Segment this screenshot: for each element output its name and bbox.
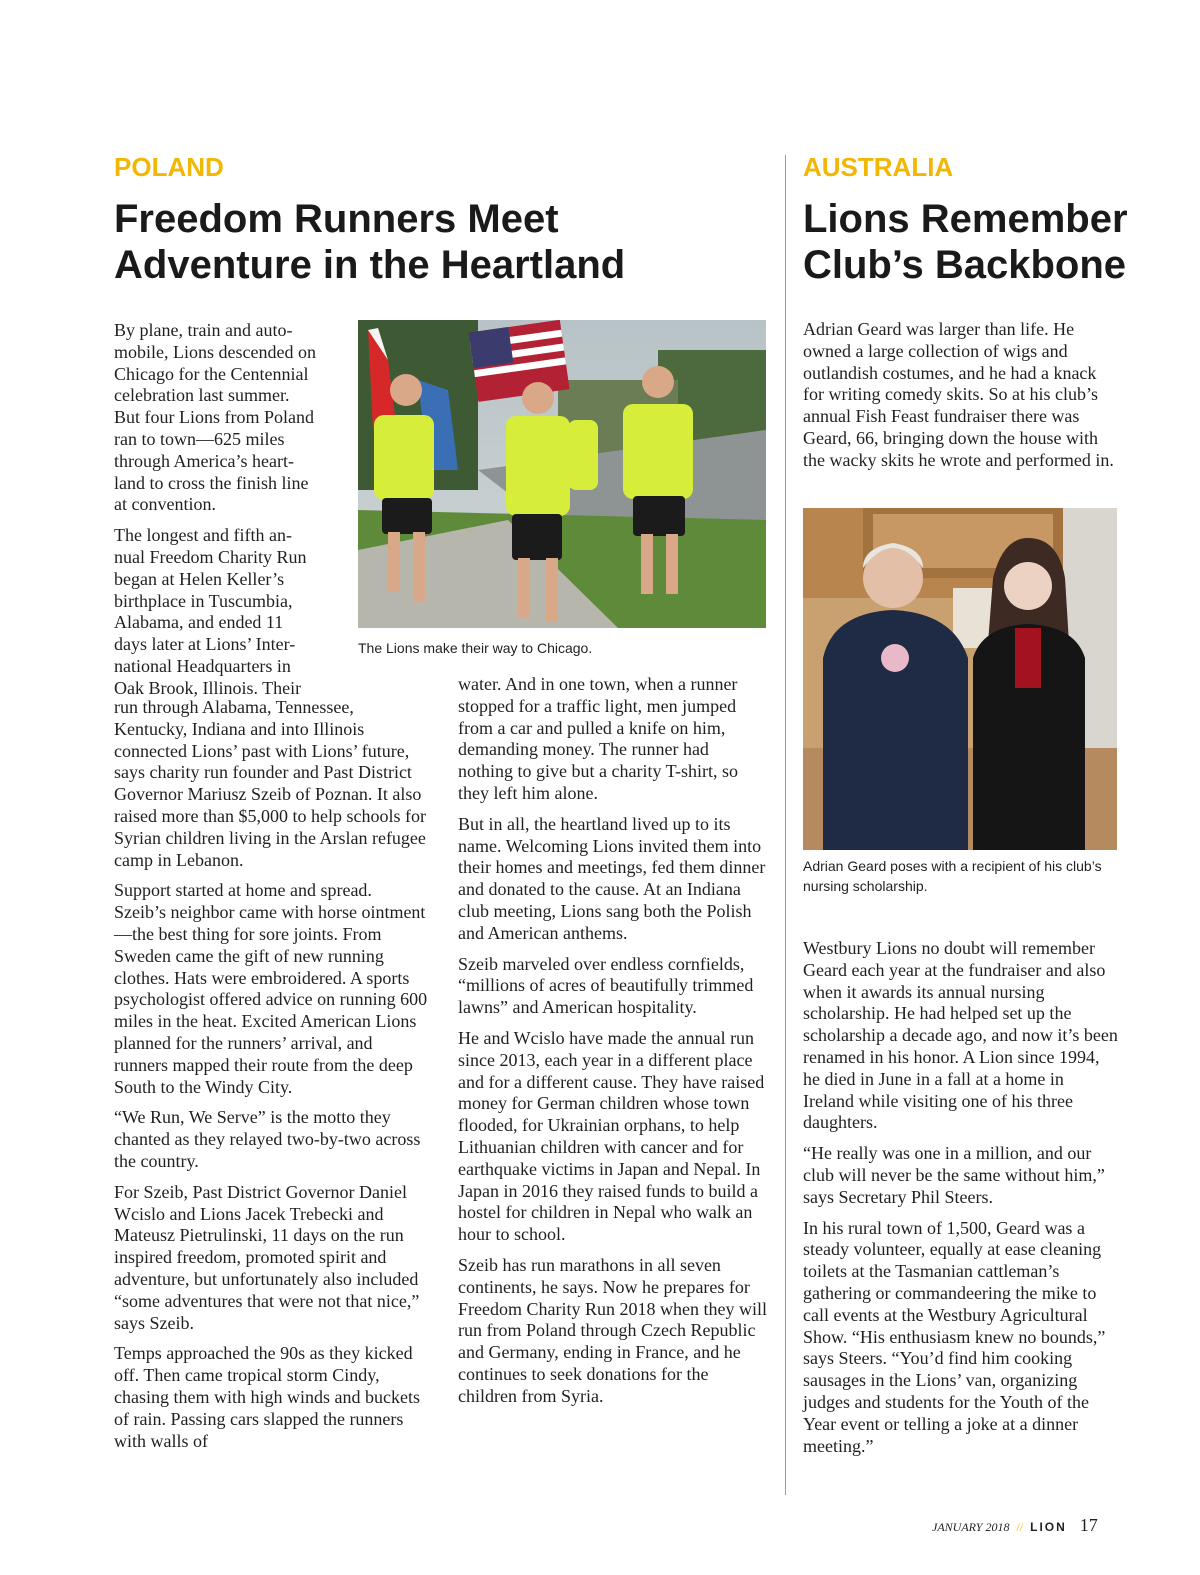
paragraph: water. And in one town, when a runner stopped for a traffic light, men jumped from a car and pulled a knife on him, demanding money. The runner had nothing to give but a charity T-shirt, so they left him alone. [458,674,738,803]
paragraph: In his rural town of 1,500, Geard was a steady volunteer, equally at ease cleaning toilets at the Tasmanian cattleman’s gathering or commandeering the mike to call events at the Westbury Agricultural Show. “His enthusiasm knew no bounds,” says Steers. “You’d find him cooking sausages in the Lions’ van, organizing judges and students for the Youth of the Year event or telling a joke at a dinner meeting.” [803,1217,1106,1456]
text-line: days later at Lions’ Inter- [114,634,296,655]
text-line: through America’s heart- [114,450,294,471]
headline-line-2: Club’s Backbone [803,243,1127,287]
paragraph: He and Wcislo have made the annual run since 2013, each year in a different place and for a different cause. They have raised money for German children whose town flooded, for Ukrainian orphans, to help Lithuanian children with cancer and for earthquake victims in Japan and Nepal. In Japan in 2016 they raised funds to build a hostel for children in Nepal who walk an hour to school. [458,1027,765,1245]
paragraph: Support started at home and spread. Szeib’s neighbor came with horse ointment—the best thing for sore joints. From Sweden came the gift of new running clothes. Hats were embroidered. A sports psychologist offered advice on running 600 miles in the heat. Excited American Lions planned for the runners’ arrival, and runners mapped their route from the deep South to the Windy City. [114,880,428,1097]
paragraph: Adrian Geard was larger than life. He owned a large collection of wigs and outlandish costumes, and he had a knack for writing comedy skits. So at his club’s annual Fish Feast fundraiser there was Geard, 66, bringing down the house with the wacky skits he wrote and performed in. [803,319,1114,470]
paragraph: Westbury Lions no doubt will remember Geard each year at the fundraiser and also when it awards its annual nursing scholarship. He had helped set up the scholarship a decade ago, and now it’s been renamed in his honor. A Lion since 1994, he died in June in a fall at a home in Ireland while visiting one of his three daughters. [803,938,1118,1133]
footer-separator: // [1016,1520,1024,1534]
geard-photo [803,508,1117,850]
section-kicker-poland: POLAND [114,152,224,182]
page-number: 17 [1079,1515,1098,1535]
headline-line-1: Lions Remember [803,197,1128,241]
runners-photo [358,320,766,628]
left-column-body [114,697,428,1461]
section-kicker-australia: AUSTRALIA [803,152,954,182]
left-column-short-lines [114,320,350,700]
paragraph: But in all, the heartland lived up to its name. Welcoming Lions invited them into their homes and meetings, fed them dinner and donated to the cause. At an Indiana club meeting, Lions sang both the Polish and American anthems. [458,813,766,943]
right-column-body [803,938,1119,1466]
right-column-intro [803,319,1121,481]
paragraph: “He really was one in a million, and our club will never be the same without him,” says Secretary Phil Steers. [803,1143,1105,1207]
page-footer [932,1515,1132,1536]
paragraph: “We Run, We Serve” is the motto they chanted as they relayed two-by-two across the country. [114,1107,421,1171]
footer-magazine-name: LION [1030,1520,1067,1534]
headline-lions-remember [803,196,1143,288]
runners-photo-caption: The Lions make their way to Chicago. [358,640,593,656]
paragraph: run through Alabama, Tennessee, Kentucky, Indiana and into Illinois connected Lions’ past with Lions’ future, says charity run founder and Past District Governor Mariusz Szeib of Poznan. It also raised more than $5,000 to help schools for Syrian children living in the Arslan refugee camp in Lebanon. [114,697,426,870]
paragraph: Szeib marveled over endless cornfields, “millions of acres of beautifully trimmed lawns” and American hospitality. [458,953,754,1018]
text-line: Chicago for the Centennial [114,363,309,384]
text-line: national Headquarters in [114,655,291,676]
footer-issue: JANUARY 2018 [932,1520,1010,1534]
text-line: By plane, train and auto- [114,320,293,340]
text-line: began at Helen Keller’s [114,568,285,589]
text-line: But four Lions from Poland [114,407,314,428]
text-line: mobile, Lions descended on [114,341,316,362]
headline-line-2: Adventure in the Heartland [114,243,626,287]
column-divider [785,155,786,1495]
text-line: celebration last summer. [114,385,290,406]
left-column-intro [114,320,350,700]
geard-photo-caption: Adrian Geard poses with a recipient of his club’s nursing scholarship. [803,858,1102,894]
text-line: Alabama, and ended 11 [114,612,284,633]
paragraph: Szeib has run marathons in all seven continents, he says. Now he prepares for Freedom Charity Run 2018 when they will run from Poland through Czech Republic and Germany, ending in France, and he continues to seek donations for the children from Syria. [458,1254,767,1406]
paragraph: For Szeib, Past District Governor Daniel Wcislo and Lions Jacek Trebecki and Mateusz Pietrulinski, 11 days on the run inspired freedom, promoted spirit and adventure, but unfortunately also included “some adventures that were not that nice,” says Szeib. [114,1181,420,1333]
text-line: birthplace in Tuscumbia, [114,590,293,611]
headline-line-1: Freedom Runners Meet [114,197,559,241]
runners-photo-illustration [358,320,766,628]
text-line: ran to town—625 miles [114,428,285,449]
geard-photo-illustration [803,508,1117,850]
text-line: land to cross the finish line [114,472,309,493]
paragraph: Temps approached the 90s as they kicked off. Then came tropical storm Cindy, chasing them with high winds and buckets of rain. Passing cars slapped the runners with walls of [114,1343,420,1451]
text-line: nual Freedom Charity Run [114,546,307,567]
text-line: The longest and fifth an- [114,525,292,546]
middle-column-body [458,674,768,1417]
headline-freedom-runners [114,196,774,288]
text-line: at convention. [114,494,216,515]
text-line: Oak Brook, Illinois. Their [114,677,302,698]
